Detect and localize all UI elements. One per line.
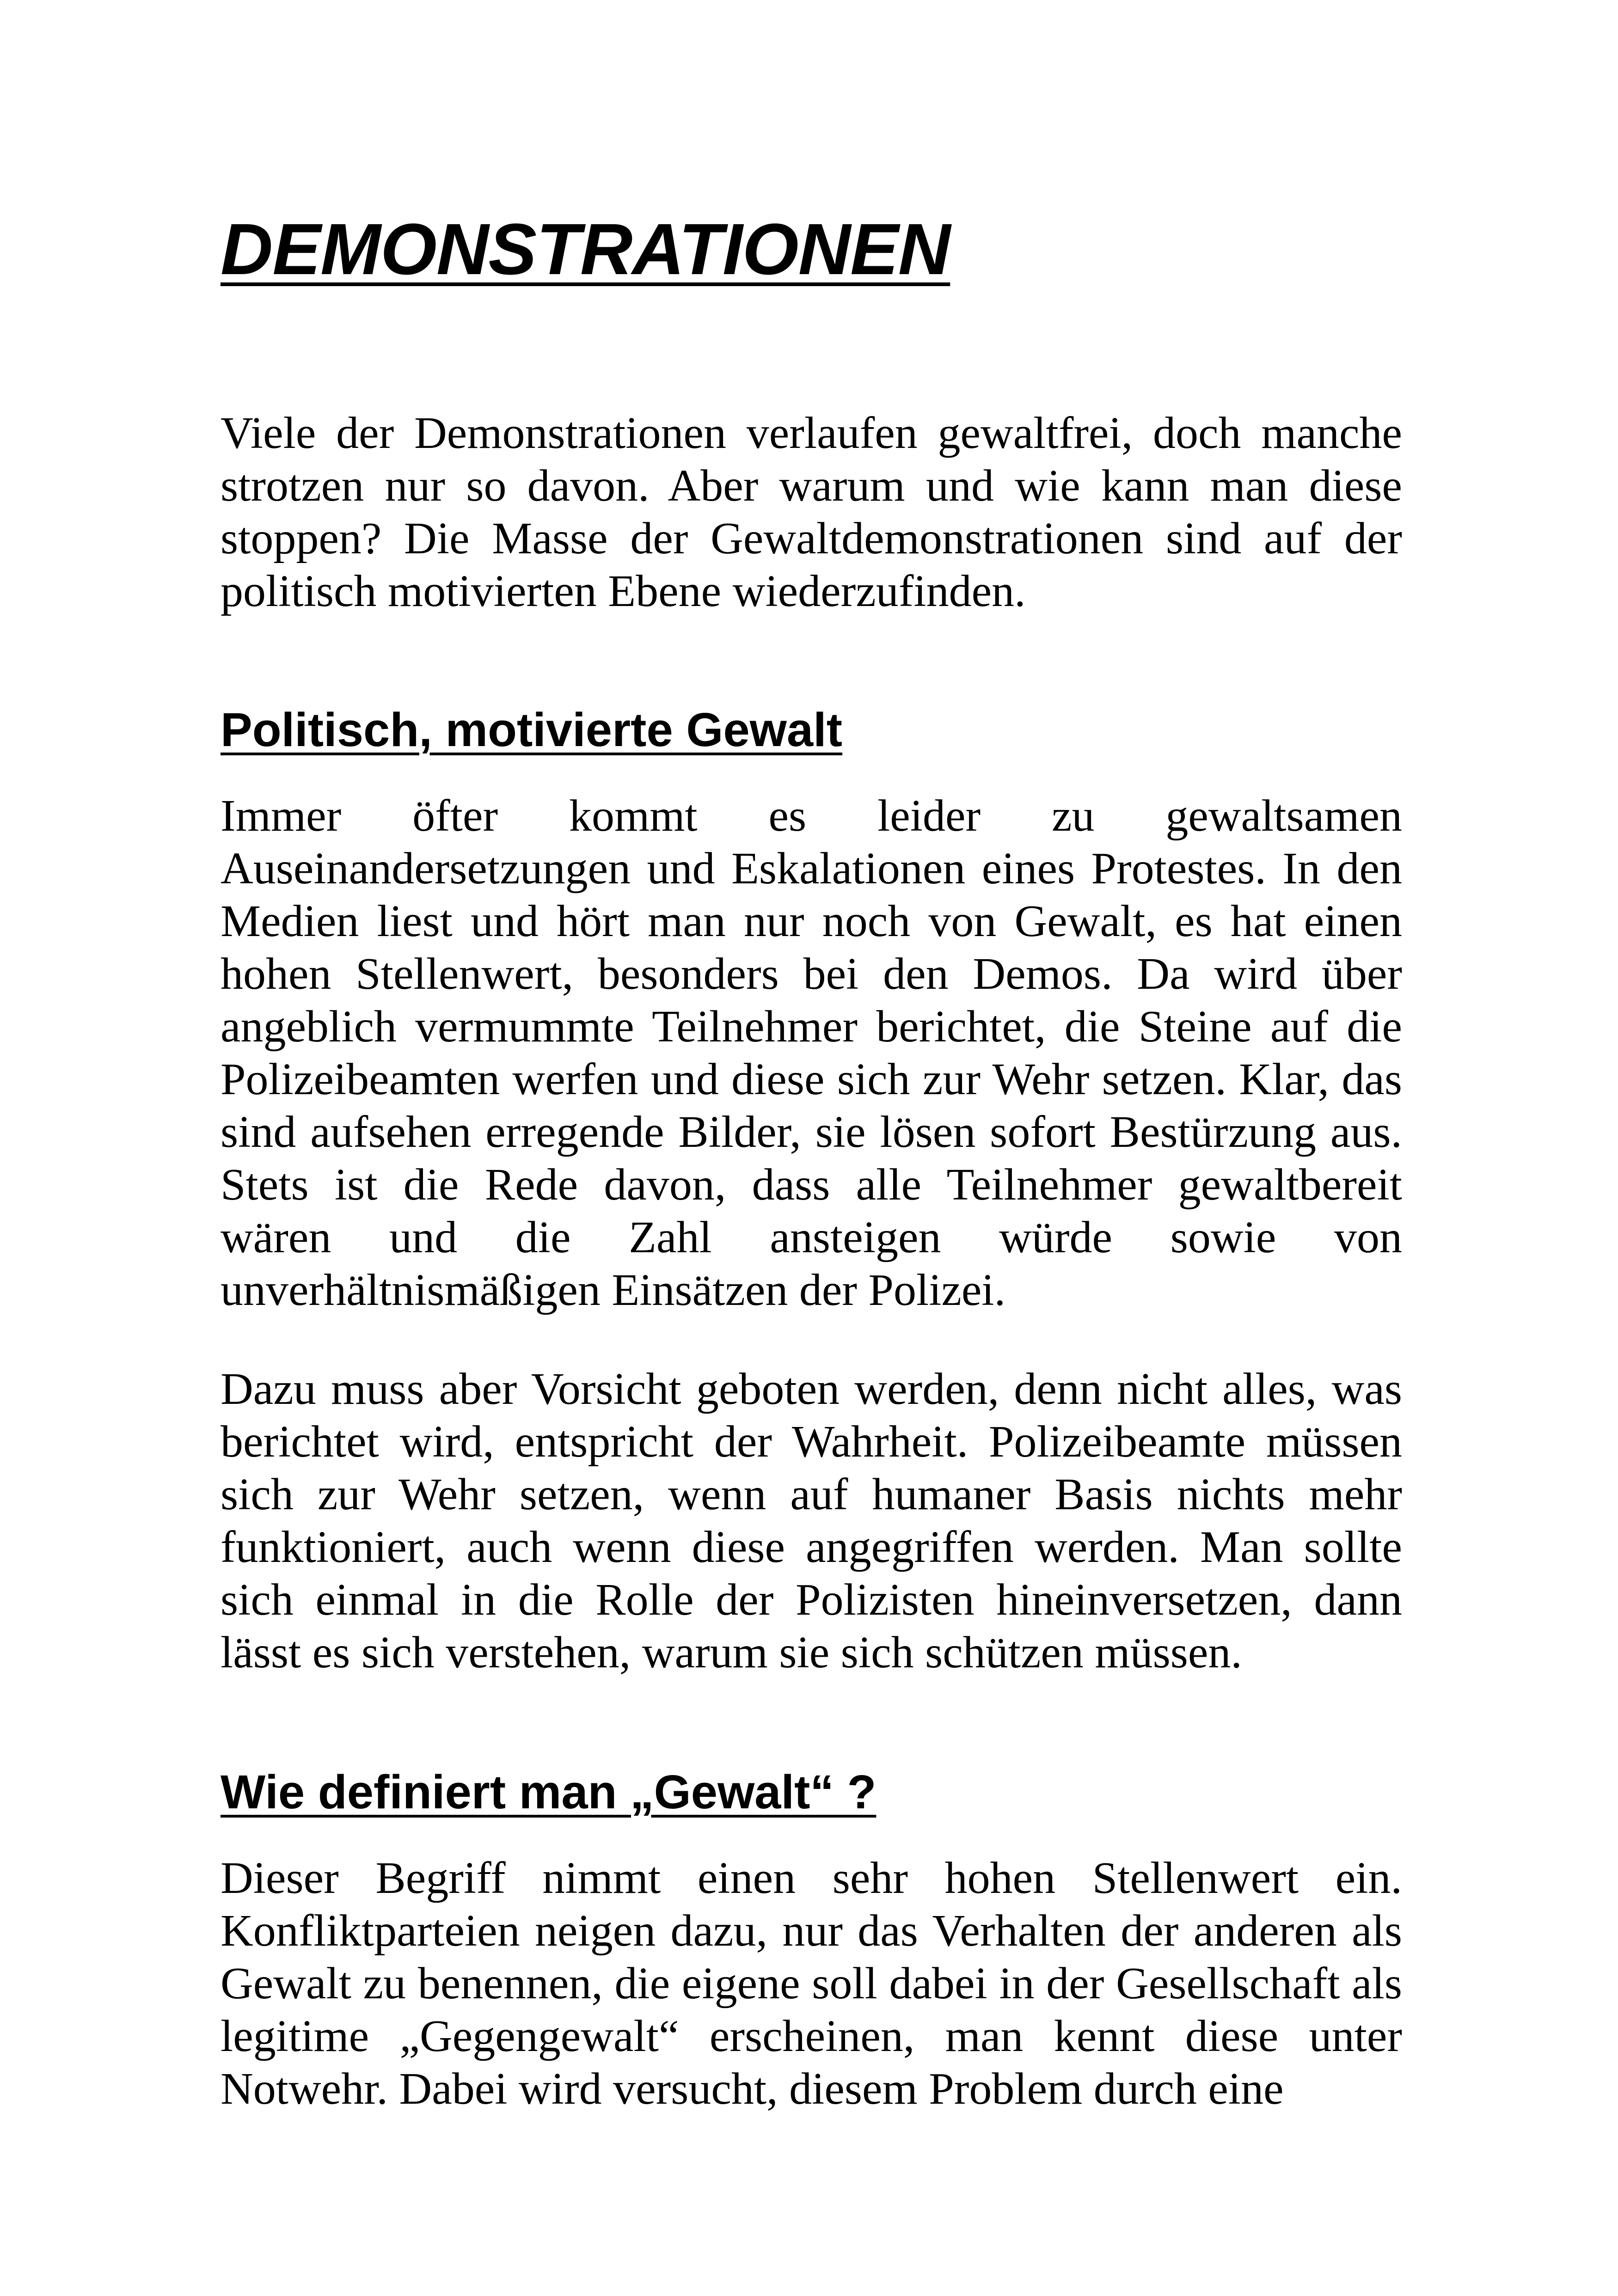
- document-title: DEMONSTRATIONEN: [221, 209, 950, 290]
- document-body: [221, 203, 1402, 2161]
- section-paragraph: Immer öfter kommt es leider zu gewaltsamen Auseinandersetzungen und Eskalationen eines Protestes. In den Medien liest und hört man nur noch von Gewalt, es hat einen hohen Stellenwert, besonders bei den Demos. Da wird über angeblich vermummte Teilnehmer berichtet, die Steine auf die Polizeibeamten werfen und diese sich zur Wehr setzen. Klar, das sind aufsehen erregende Bilder, sie lösen sofort Bestürzung aus. Stets ist die Rede davon, dass alle Teilnehmer gewaltbereit wären und die Zahl ansteigen würde sowie von unverhältnismäßigen Einsätzen der Polizei.: [221, 791, 1402, 1315]
- section-paragraph: Dieser Begriff nimmt einen sehr hohen Stellenwert ein. Konfliktparteien neigen dazu, nur das Verhalten der anderen als Gewalt zu benennen, die eigene soll dabei in der Gesellschaft als legitime „Gegengewalt“ erscheinen, man kennt diese unter Notwehr. Dabei wird versucht, diesem Problem durch eine: [221, 1853, 1402, 2114]
- intro-paragraph: Viele der Demonstrationen verlaufen gewaltfrei, doch manche strotzen nur so davon. Aber warum und wie kann man diese stoppen? Die Masse der Gewaltdemonstrationen sind auf der politisch motivierten Ebene wiederzufinden.: [221, 408, 1402, 616]
- section-heading-gewalt-definition: Wie definiert man „Gewalt“ ?: [221, 1765, 876, 1818]
- section-paragraph: Dazu muss aber Vorsicht geboten werden, denn nicht alles, was berichtet wird, entspricht der Wahrheit. Polizeibeamte müssen sich zur Wehr setzen, wenn auf humaner Basis nichts mehr funktioniert, auch wenn diese angegriffen werden. Man sollte sich einmal in die Rolle der Polizisten hineinversetzen, dann lässt es sich verstehen, warum sie sich schützen müssen.: [221, 1364, 1402, 1678]
- section-heading-politische-gewalt: Politisch, motivierte Gewalt: [221, 703, 843, 756]
